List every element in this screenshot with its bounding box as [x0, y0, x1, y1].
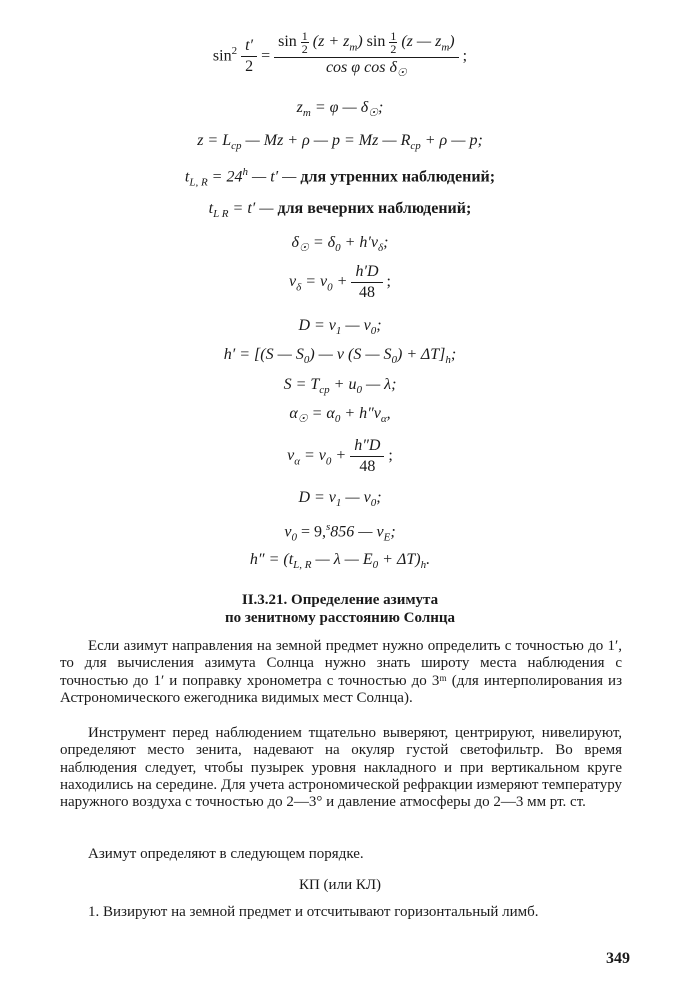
section-heading-line1: II.3.21. Определение азимута	[241, 592, 439, 608]
equation-zm: $z_m = \varphi$ — $\delta_☉$;	[296, 99, 384, 120]
equation-alpha-sun: $\alpha_☉ = \alpha_0 + h''v_\alpha$,	[289, 405, 391, 426]
paragraph-3: Азимут определяют в следующем порядке.	[88, 846, 364, 862]
equation-tlr-evening: $t_{L R} = t'$ — для вечерних наблюдений;	[208, 200, 472, 221]
kp-label: КП (или КЛ)	[298, 877, 382, 893]
equation-D-1: $D = v_1$ — $v_0$;	[298, 317, 382, 338]
paragraph-4: 1. Визируют на земной предмет и отсчитывают горизонтальный лимб.	[88, 904, 539, 920]
equation-h-prime: h′ = [(S — $S_0$) — ν (S — $S_0) + \Delta T]_h$;	[223, 346, 457, 367]
equation-v0: $v_0 = 9,^s856$ — $v_E$;	[284, 521, 396, 544]
equation-v-delta: $v_\delta = v_0$ + $\frac{h'D}{48}$ ;	[289, 263, 391, 301]
page-number: 349	[606, 950, 630, 967]
equation-sin-squared: $\sin^2$ $\frac{t'}{2}$ = sin $\frac{1}{2}$ $(z + z_m)$ sin $\frac{1}{2}$ (z — $z_m$) cos φ $\cos \delta_☉$ ;	[60, 30, 620, 84]
section-heading-line2: по зенитному расстоянию Солнца	[224, 610, 456, 626]
fraction-h2D-48: $\frac{h''D}{48}$	[350, 436, 384, 477]
fraction-hD-48: $\frac{h'D}{48}$	[351, 262, 382, 303]
equation-z: $z = L_{cp}$ — Mz + ρ — p = Mz — $R_{cp} + \rho$ — p;	[197, 132, 483, 153]
equation-v-alpha: $v_\alpha = v_0$ + $\frac{h''D}{48}$ ;	[287, 437, 393, 475]
equation-D-2: $D = v_1$ — $v_0$;	[298, 489, 382, 510]
fraction-t-half: $\frac{t'}{2}$	[241, 36, 257, 77]
equation-delta-sun: $\delta_☉ = \delta_0 + h'v_\delta$;	[291, 234, 389, 255]
section-heading	[60, 591, 620, 627]
fraction-main: sin $\frac{1}{2}$ $(z + z_m)$ sin $\frac{1}{2}$ (z — $z_m$) cos φ $\cos \delta_☉$	[274, 30, 459, 84]
paragraph-2: Инструмент перед наблюдением тщательно выверяют, центрируют, нивелируют, определяют место зенита, надевают на окуляр густой светофильтр. Во время наблюдения следует, чтобы пузырек уровня накладного и при вертикальном круге находились на середине. Для учета астрономической рефракции измеряют температуру наружного воздуха с точностью до 2—3° и давление атмосферы до 2—3 мм рт. ст.	[60, 725, 622, 811]
equation-h-double-prime: $h'' = (t_{L, R}$ — λ — $E_0 + \Delta T)_h$.	[249, 551, 431, 572]
equation-S: $S = T_{cp} + u_0$ — λ;	[283, 376, 397, 397]
equation-tlr-morning: $t_{L, R} = 24^h$ — t′ — для утренних наблюдений;	[184, 166, 496, 189]
paragraph-1: Если азимут направления на земной предмет нужно определить с точностью до 1′, то для вычисления азимута Солнца нужно знать широту места наблюдения с точностью до 1′ и поправку хронометра с точностью до 3ᵐ (для интерполирования из Астрономического ежегодника видимых мест Солнца).	[60, 638, 622, 706]
